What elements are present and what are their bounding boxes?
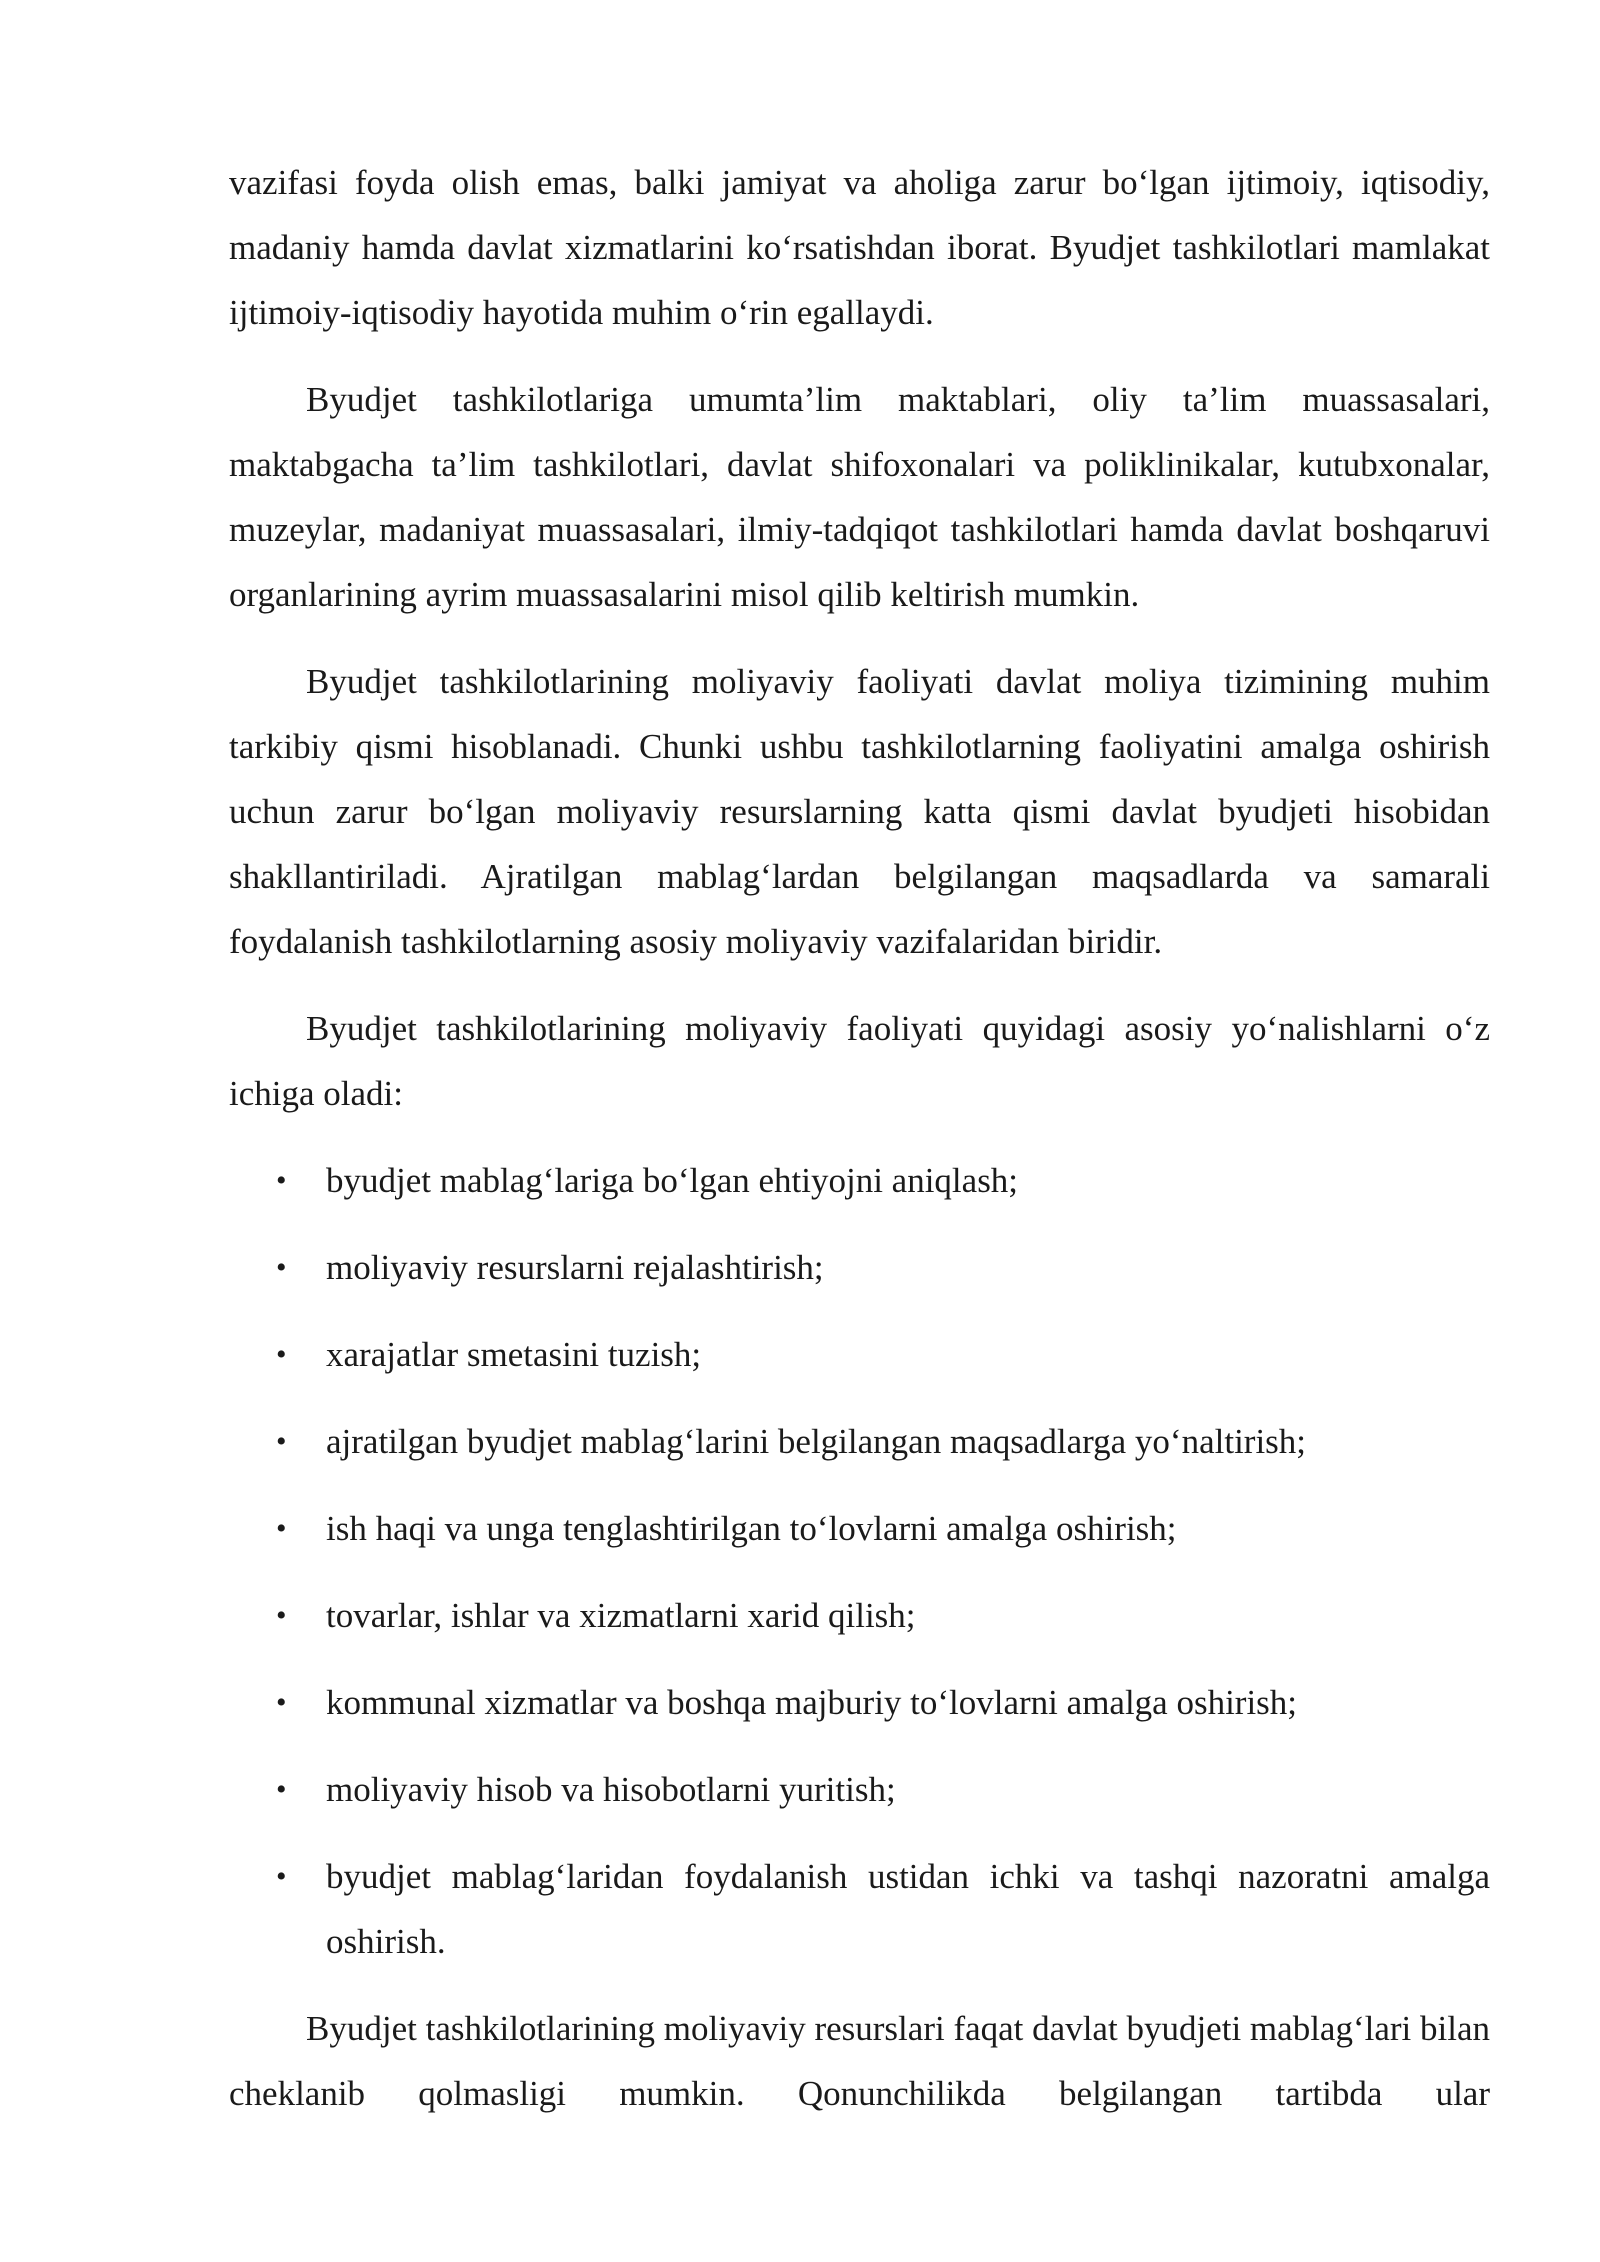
list-item-text: xarajatlar smetasini tuzish; <box>326 1335 702 1374</box>
bullet-icon: • <box>276 1599 287 1632</box>
list-item-text: byudjet mablag‘lariga bo‘lgan ehtiyojni aniqlash; <box>326 1161 1019 1200</box>
bullet-icon: • <box>276 1773 287 1806</box>
document-page <box>229 150 1490 2126</box>
bullet-list <box>229 1148 1490 1974</box>
list-item-text: moliyaviy resurslarni rejalashtirish; <box>326 1248 824 1287</box>
bullet-icon: • <box>276 1251 287 1284</box>
bullet-icon: • <box>276 1164 287 1197</box>
list-item <box>229 1670 1490 1735</box>
list-item-text: byudjet mablag‘laridan foydalanish ustidan ichki va tashqi nazoratni amalga oshirish. <box>326 1857 1490 1961</box>
list-item <box>229 1322 1490 1387</box>
list-item-text: tovarlar, ishlar va xizmatlarni xarid qilish; <box>326 1596 916 1635</box>
paragraph-continuation: vazifasi foyda olish emas, balki jamiyat va aholiga zarur bo‘lgan ijtimoiy, iqtisodiy, madaniy hamda davlat xizmatlarini ko‘rsatishdan iborat. Byudjet tashkilotlari mamlakat ijtimoiy-iqtisodiy hayotida muhim o‘rin egallaydi. <box>229 163 1490 332</box>
list-item <box>229 1757 1490 1822</box>
paragraph-resources: Byudjet tashkilotlarining moliyaviy resurslari faqat davlat byudjeti mablag‘lari bilan cheklanib qolmasligi mumkin. Qonunchilikda belgilangan tartibda ular <box>229 2009 1490 2113</box>
list-item-text: ajratilgan byudjet mablag‘larini belgilangan maqsadlarga yo‘naltirish; <box>326 1422 1307 1461</box>
paragraph-financial-activity: Byudjet tashkilotlarining moliyaviy faoliyati davlat moliya tizimining muhim tarkibiy qismi hisoblanadi. Chunki ushbu tashkilotlarning faoliyatini amalga oshirish uchun zarur bo‘lgan moliyaviy resurslarning katta qismi davlat byudjeti hisobidan shakllantiriladi. Ajratilgan mablag‘lardan belgilangan maqsadlarda va samarali foydalanish tashkilotlarning asosiy moliyaviy vazifalaridan biridir. <box>229 662 1490 961</box>
bullet-icon: • <box>276 1512 287 1545</box>
list-item-text: kommunal xizmatlar va boshqa majburiy to‘lovlarni amalga oshirish; <box>326 1683 1298 1722</box>
bullet-icon: • <box>276 1425 287 1458</box>
paragraph-examples: Byudjet tashkilotlariga umumta’lim maktablari, oliy ta’lim muassasalari, maktabgacha ta’lim tashkilotlari, davlat shifoxonalari va poliklinikalar, kutubxonalar, muzeylar, madaniyat muassasalari, ilmiy-tadqiqot tashkilotlari hamda davlat boshqaruvi organlarining ayrim muassasalarini misol qilib keltirish mumkin. <box>229 380 1490 614</box>
list-item <box>229 1235 1490 1300</box>
list-item <box>229 1496 1490 1561</box>
list-item <box>229 1583 1490 1648</box>
list-item-text: moliyaviy hisob va hisobotlarni yuritish; <box>326 1770 896 1809</box>
list-item <box>229 1148 1490 1213</box>
list-item <box>229 1844 1490 1974</box>
list-item-text: ish haqi va unga tenglashtirilgan to‘lovlarni amalga oshirish; <box>326 1509 1177 1548</box>
bullet-icon: • <box>276 1338 287 1371</box>
bullet-icon: • <box>276 1860 287 1893</box>
bullet-icon: • <box>276 1686 287 1719</box>
list-item <box>229 1409 1490 1474</box>
paragraph-list-intro: Byudjet tashkilotlarining moliyaviy faoliyati quyidagi asosiy yo‘nalishlarni o‘z ichiga oladi: <box>229 1009 1490 1113</box>
